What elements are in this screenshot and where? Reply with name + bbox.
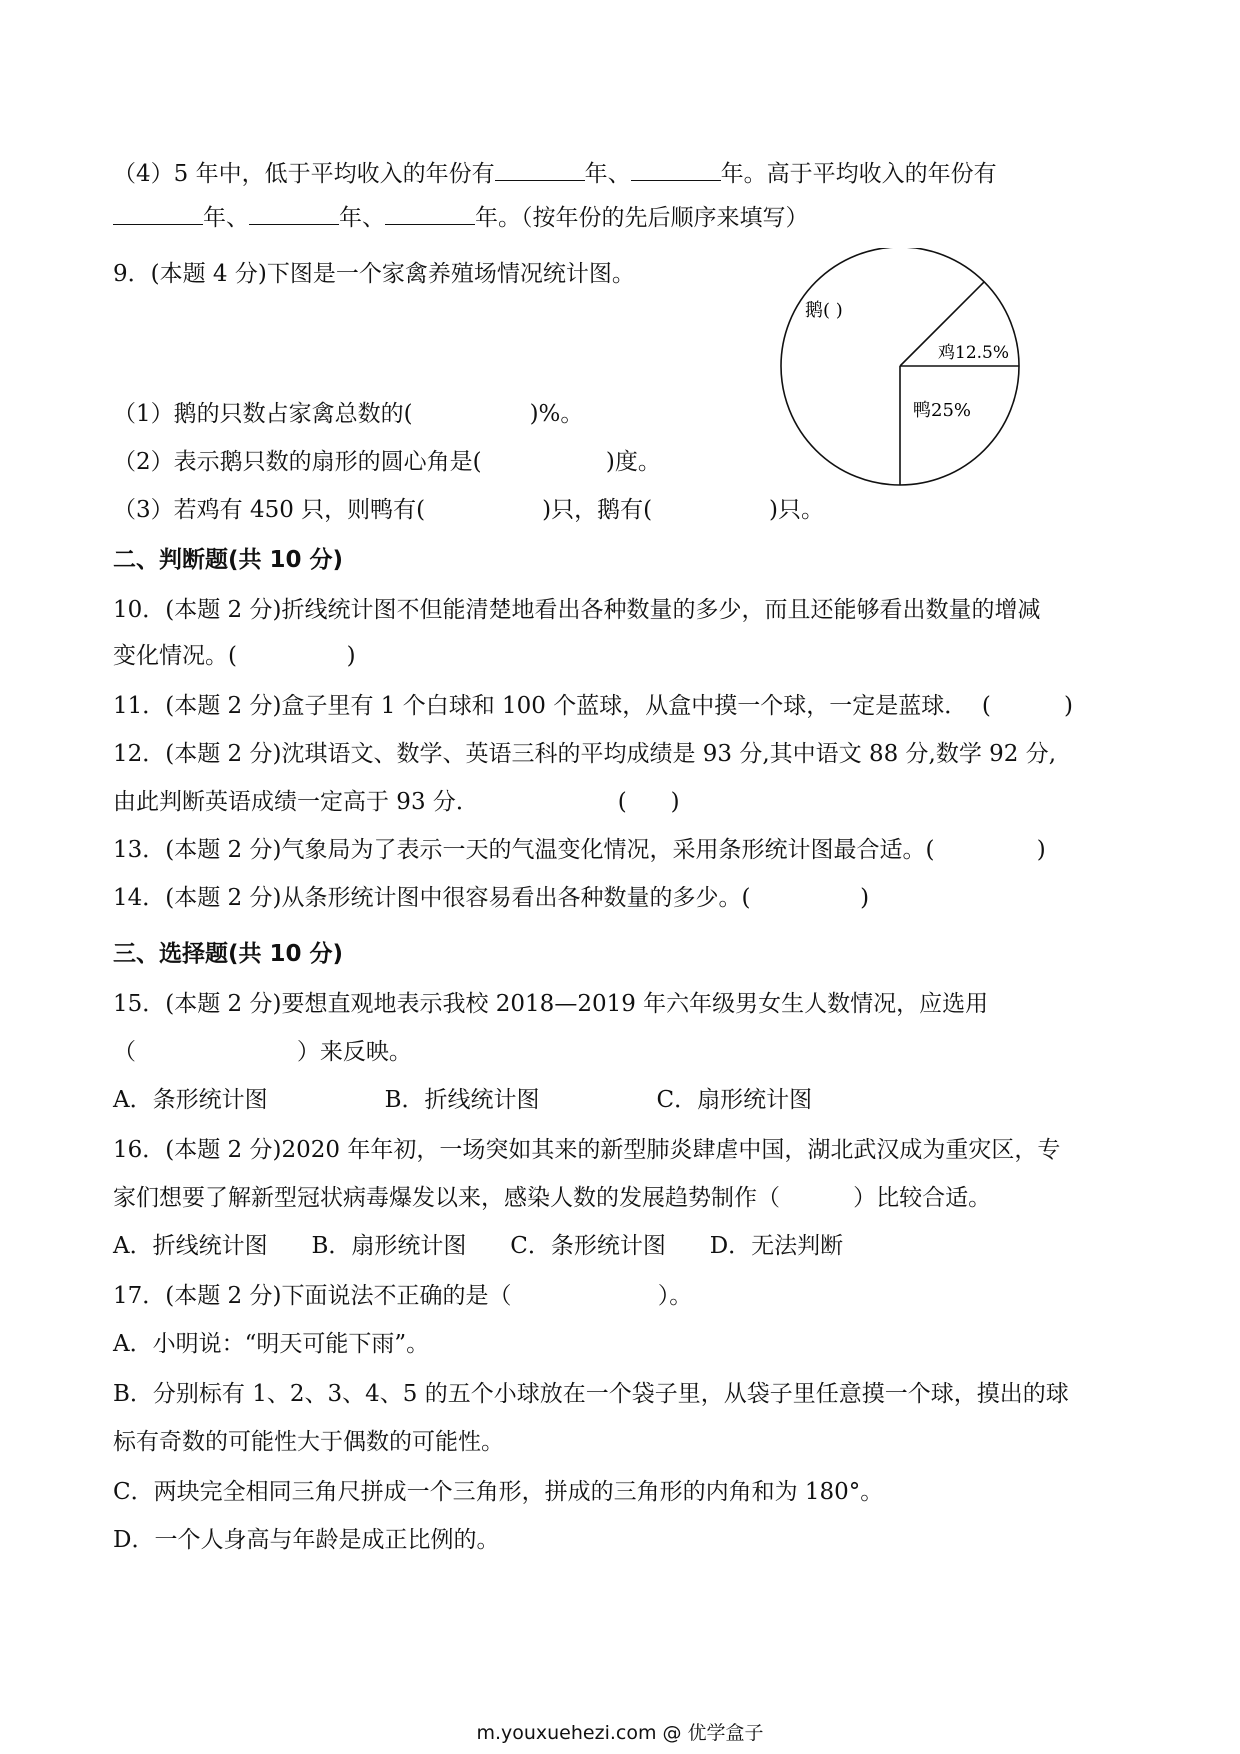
q16-line1: 16．(本题 2 分)2020 年年初，一场突如其来的新型肺炎肆虐中国，湖北武汉成为重灾区，专 — [113, 1137, 1061, 1163]
year-label: 年 — [584, 161, 608, 187]
sep: 、 — [607, 161, 631, 187]
q10-line1: 10．(本题 2 分)折线统计图不但能清楚地看出各种数量的多少，而且还能够看出数量的增减 — [113, 597, 1041, 623]
q11: 11．(本题 2 分)盒子里有 1 个白球和 100 个蓝球，从盒中摸一个球，一定是蓝球． ( ) — [113, 693, 1073, 719]
q17-option-a: A．小明说：“明天可能下雨”。 — [113, 1331, 430, 1357]
q15-line2: （ ）来反映。 — [113, 1039, 412, 1065]
q16-options: A．折线统计图 B．扇形统计图 C．条形统计图 D．无法判断 — [113, 1233, 844, 1259]
q17-option-b-line1: B．分别标有 1、2、3、4、5 的五个小球放在一个袋子里，从袋子里任意摸一个球，摸出的球 — [113, 1381, 1069, 1407]
q13: 13．(本题 2 分)气象局为了表示一天的气温变化情况，采用条形统计图最合适。( ) — [113, 837, 1046, 863]
q8-4-line2 — [113, 202, 809, 234]
q14: 14．(本题 2 分)从条形统计图中很容易看出各种数量的多少。( ) — [113, 885, 870, 911]
year-label: 年 — [720, 161, 744, 187]
slice-label-duck: 鸭25% — [913, 400, 972, 421]
q15-line1: 15．(本题 2 分)要想直观地表示我校 2018—2019 年六年级男女生人数情况，应选用 — [113, 991, 989, 1017]
answer-blank[interactable] — [495, 158, 585, 181]
q8-4-prompt: （4）5 年中，低于平均收入的年份有 — [113, 161, 495, 187]
section2-title: 二、判断题(共 10 分) — [113, 547, 344, 573]
q17: 17．(本题 2 分)下面说法不正确的是（ ）。 — [113, 1283, 693, 1309]
footer-watermark: m.youxuehezi.com @ 优学盒子 — [476, 1722, 764, 1744]
q17-option-b-line2: 标有奇数的可能性大于偶数的可能性。 — [113, 1429, 504, 1455]
slice-label-goose: 鹅( ) — [805, 300, 843, 321]
answer-blank[interactable] — [631, 158, 721, 181]
q9-sub1: （1）鹅的只数占家禽总数的( )%。 — [113, 401, 584, 427]
poultry-pie-chart — [775, 248, 1035, 488]
sep: 、 — [226, 205, 249, 231]
year-label: 年 — [475, 205, 498, 231]
year-label: 年 — [339, 205, 362, 231]
answer-blank[interactable] — [249, 202, 339, 225]
answer-blank[interactable] — [113, 202, 203, 225]
year-label: 年 — [203, 205, 226, 231]
q8-4-note: 。（按年份的先后顺序来填写） — [498, 205, 809, 231]
q12-line1: 12．(本题 2 分)沈琪语文、数学、英语三科的平均成绩是 93 分,其中语文 88 分,数学 92 分, — [113, 741, 1057, 767]
q10-line2: 变化情况。( ) — [113, 643, 356, 669]
q9-header: 9．(本题 4 分)下图是一个家禽养殖场情况统计图。 — [113, 261, 635, 287]
q8-4-prompt-b: 。高于平均收入的年份有 — [743, 161, 997, 187]
q12-line2: 由此判断英语成绩一定高于 93 分． ( ) — [113, 789, 680, 815]
q15-options: A．条形统计图 B．折线统计图 C．扇形统计图 — [113, 1087, 813, 1113]
q16-line2: 家们想要了解新型冠状病毒爆发以来，感染人数的发展趋势制作（ ）比较合适。 — [113, 1185, 992, 1211]
slice-label-chicken: 鸡12.5% — [938, 343, 1010, 363]
answer-blank[interactable] — [385, 202, 475, 225]
q9-sub2: （2）表示鹅只数的扇形的圆心角是( )度。 — [113, 449, 661, 475]
q17-option-c: C．两块完全相同三角尺拼成一个三角形，拼成的三角形的内角和为 180°。 — [113, 1479, 884, 1505]
sep: 、 — [362, 205, 385, 231]
q9-sub3: （3）若鸡有 450 只，则鸭有( )只，鹅有( )只。 — [113, 497, 825, 523]
section3-title: 三、选择题(共 10 分) — [113, 941, 344, 967]
q17-option-d: D．一个人身高与年龄是成正比例的。 — [113, 1527, 500, 1553]
q8-4-line1 — [113, 158, 997, 190]
